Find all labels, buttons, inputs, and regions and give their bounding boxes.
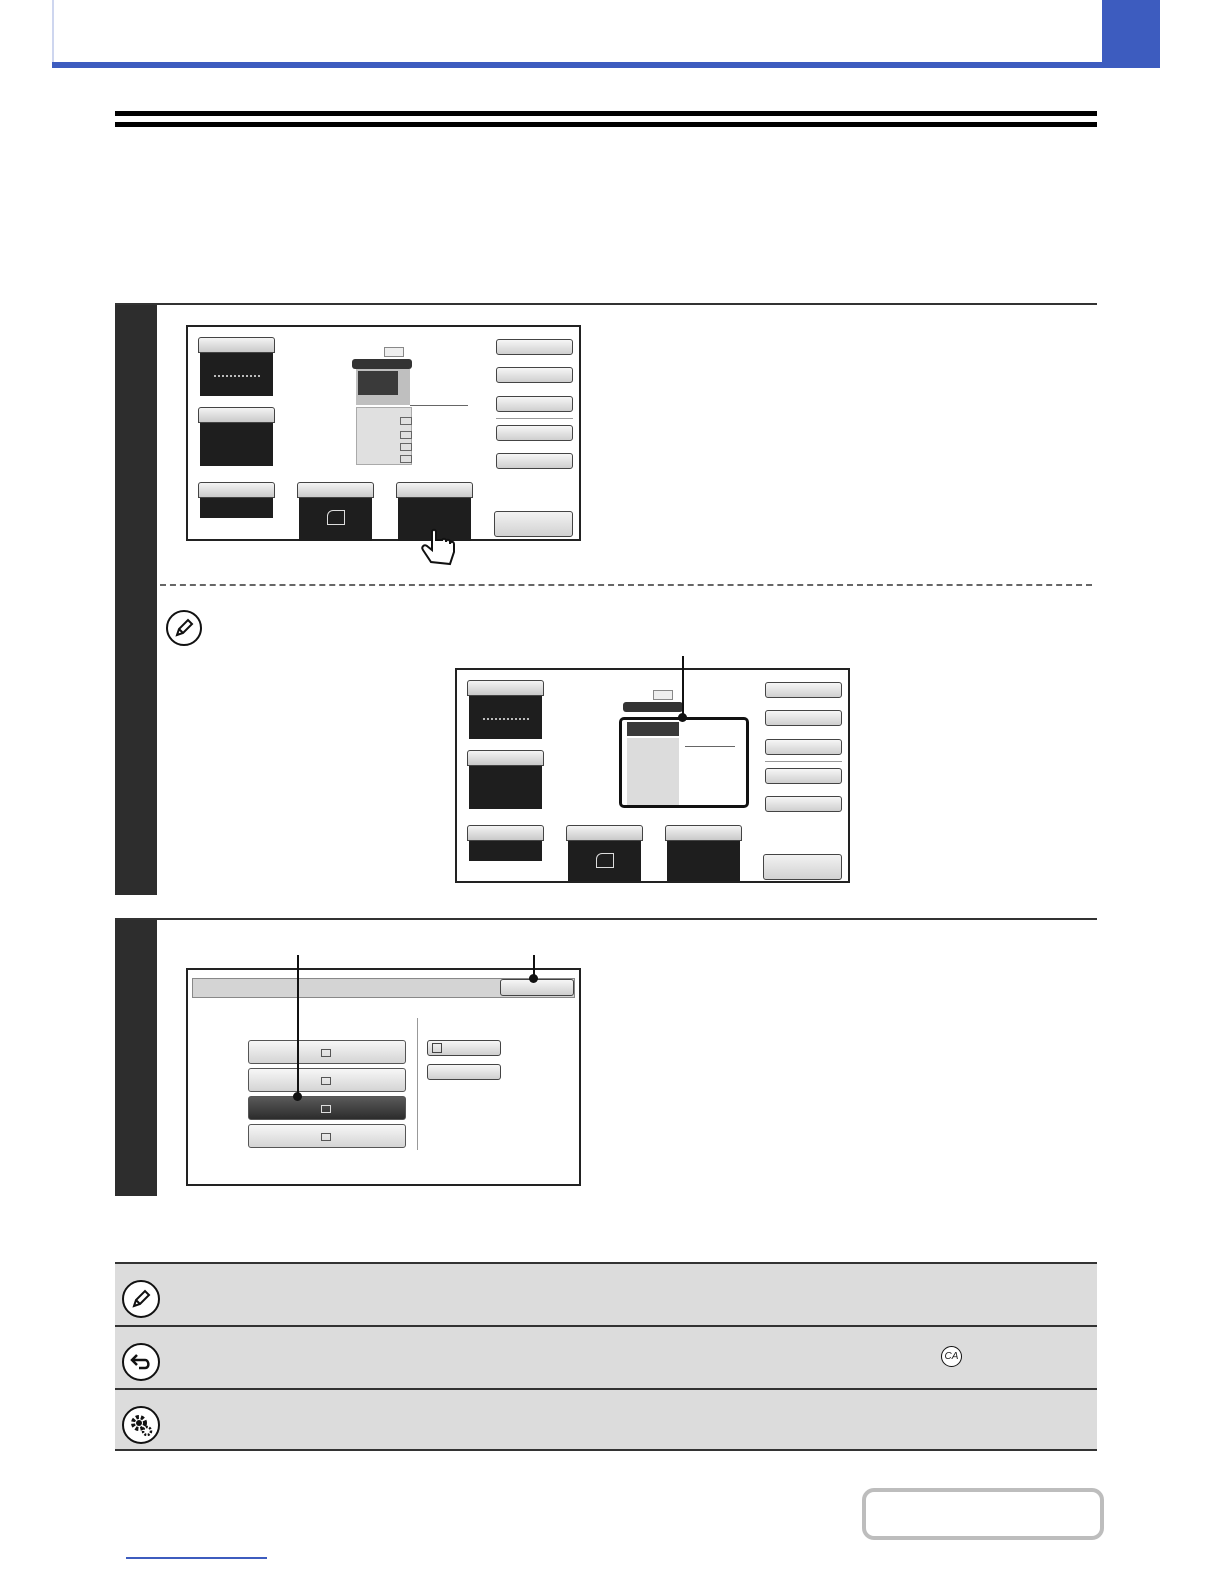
ok-key[interactable] bbox=[500, 979, 574, 996]
output-key[interactable] bbox=[396, 482, 473, 498]
ratio-display bbox=[200, 423, 273, 466]
title-rule-bottom bbox=[115, 122, 1097, 127]
settings-band bbox=[115, 1388, 1097, 1451]
header-accent-line bbox=[52, 62, 1160, 68]
ratio-key[interactable] bbox=[198, 407, 275, 423]
exposure-display bbox=[200, 353, 273, 396]
callout-dot-ok bbox=[529, 974, 538, 983]
bottom-link[interactable] bbox=[126, 1557, 267, 1559]
column-divider bbox=[417, 1018, 418, 1150]
callout-line bbox=[682, 656, 684, 718]
original-key[interactable] bbox=[467, 825, 544, 841]
paper-type-key[interactable] bbox=[427, 1064, 501, 1080]
start-area-key[interactable] bbox=[494, 511, 573, 537]
side-key-4[interactable] bbox=[496, 425, 573, 441]
side-key-3[interactable] bbox=[765, 739, 842, 755]
paper-select-key[interactable] bbox=[297, 482, 374, 498]
original-display bbox=[469, 841, 542, 861]
callout-line-tray bbox=[297, 955, 299, 1097]
step-1-divider bbox=[160, 584, 1092, 586]
original-key[interactable] bbox=[198, 482, 275, 498]
ratio-key[interactable] bbox=[467, 750, 544, 766]
side-key-1[interactable] bbox=[496, 339, 573, 355]
side-key-4[interactable] bbox=[765, 768, 842, 784]
exposure-key[interactable] bbox=[467, 680, 544, 696]
side-key-5[interactable] bbox=[765, 796, 842, 812]
side-key-1[interactable] bbox=[765, 682, 842, 698]
exposure-display bbox=[469, 696, 542, 739]
return-arrow-icon bbox=[122, 1343, 160, 1381]
title-rule-top bbox=[115, 111, 1097, 116]
bypass-tray-key[interactable] bbox=[427, 1040, 501, 1056]
tray-3-key[interactable] bbox=[248, 1096, 406, 1120]
band-bottom-rule bbox=[115, 1449, 1097, 1451]
pointer-hand-icon bbox=[418, 528, 460, 568]
tray-1-key[interactable] bbox=[248, 1040, 406, 1064]
ca-key-icon bbox=[941, 1346, 962, 1367]
side-key-2[interactable] bbox=[496, 367, 573, 383]
chapter-tab[interactable] bbox=[1102, 0, 1160, 68]
paper-select-display bbox=[568, 841, 641, 881]
callout-dot bbox=[678, 713, 687, 722]
step-2-bar bbox=[115, 920, 157, 1196]
machine-status-screen bbox=[455, 668, 850, 883]
paper-select-key[interactable] bbox=[566, 825, 643, 841]
side-key-3[interactable] bbox=[496, 396, 573, 412]
gear-icon bbox=[122, 1406, 160, 1444]
pencil-icon bbox=[166, 610, 202, 646]
side-key-2[interactable] bbox=[765, 710, 842, 726]
step-2-rule bbox=[115, 918, 1097, 920]
step-1-bar bbox=[115, 305, 157, 895]
note-band bbox=[115, 1262, 1097, 1325]
exposure-key[interactable] bbox=[198, 337, 275, 353]
step-1-rule bbox=[115, 303, 1097, 305]
ca-key-label: CA bbox=[944, 1351, 959, 1362]
output-display bbox=[667, 841, 740, 881]
side-key-5[interactable] bbox=[496, 453, 573, 469]
start-area-key[interactable] bbox=[763, 854, 842, 880]
output-key[interactable] bbox=[665, 825, 742, 841]
contents-button[interactable] bbox=[862, 1488, 1104, 1540]
tray-2-key[interactable] bbox=[248, 1068, 406, 1092]
paper-select-display bbox=[299, 498, 372, 541]
machine-illustration bbox=[348, 347, 428, 467]
tray-4-key[interactable] bbox=[248, 1124, 406, 1148]
original-display bbox=[200, 498, 273, 518]
tray-highlight bbox=[619, 717, 749, 808]
header-edge bbox=[52, 0, 54, 64]
copy-mode-screen bbox=[186, 325, 581, 541]
paper-select-screen bbox=[186, 968, 581, 1186]
callout-dot-tray bbox=[293, 1092, 302, 1101]
pencil-icon bbox=[122, 1280, 160, 1318]
ratio-display bbox=[469, 766, 542, 809]
